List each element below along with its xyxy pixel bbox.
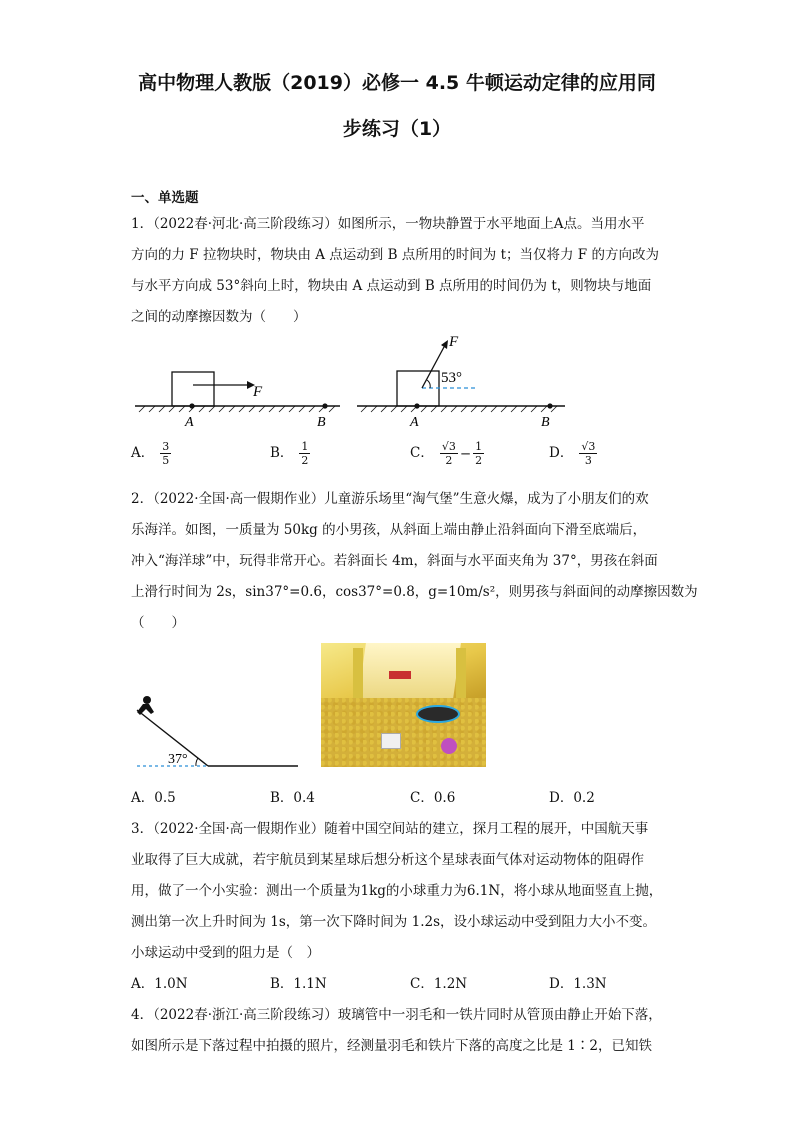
q1-line: 方向的力 F 拉物块时，物块由 A 点运动到 B 点所用的时间为 t；当仅将力 F 的方向改为 (131, 247, 659, 263)
point-b (322, 403, 327, 408)
fraction (299, 440, 310, 467)
denominator: 2 (445, 454, 453, 467)
q3-option-b[interactable]: B．1.1N (270, 976, 327, 992)
q1-option-c[interactable] (410, 440, 484, 467)
force-label: F (449, 334, 459, 350)
denominator: 2 (301, 454, 309, 467)
q1-figure-horizontal-force (135, 360, 345, 430)
option-label: A． (131, 445, 155, 461)
fraction (440, 440, 458, 467)
numerator: 1 (475, 440, 483, 453)
toy (441, 738, 457, 754)
force-label: F (253, 384, 263, 400)
q3-line: 用，做了一个小实验：测出一个质量为1kg的小球重力为6.1N，将小球从地面竖直上抛， (131, 883, 663, 899)
ground-hatch (139, 406, 335, 412)
section-heading: 一、单选题 (131, 190, 199, 206)
label-a: A (410, 415, 419, 430)
q2-option-a[interactable]: A．0.5 (131, 790, 176, 806)
q2-option-c[interactable]: C．0.6 (410, 790, 456, 806)
sign-plate (389, 671, 411, 679)
q2-line: 上滑行时间为 2s，sin37°=0.6，cos37°=0.8，g=10m/s²，则男孩与斜面间的动摩擦因数为 (131, 584, 698, 600)
q1-line: 与水平方向成 53°斜向上时，物块由 A 点运动到 B 点所用的时间仍为 t，则物块与地面 (131, 278, 652, 294)
q2-figure-incline (134, 690, 304, 775)
ground-hatch (361, 406, 557, 412)
label-a: A (185, 415, 194, 430)
q2-line: 乐海洋。如图，一质量为 50kg 的小男孩，从斜面上端由静止沿斜面向下滑至底端后， (131, 522, 647, 538)
q2-option-b[interactable]: B．0.4 (270, 790, 315, 806)
q1-option-b[interactable] (270, 440, 310, 467)
document-title-line2: 步练习（1） (342, 118, 452, 140)
fraction (160, 440, 171, 467)
label-b: B (317, 415, 326, 430)
playground-photo (321, 643, 486, 767)
q2-line: 冲入“海洋球”中，玩得非常开心。若斜面长 4m，斜面与水平面夹角为 37°，男孩在斜面 (131, 553, 658, 569)
q2-line: 2．（2022·全国·高一假期作业）儿童游乐场里“淘气堡”生意火爆，成为了小朋友们的欢 (131, 491, 649, 507)
fraction (579, 440, 597, 467)
trampoline (416, 705, 460, 723)
q3-option-a[interactable]: A．1.0N (131, 976, 188, 992)
q4-line: 4．（2022春·浙江·高三阶段练习）玻璃管中一羽毛和一铁片同时从管顶由静止开始下落， (131, 1007, 662, 1023)
q1-figure-angled-force (357, 330, 572, 430)
numerator: 3 (162, 440, 170, 453)
q3-line: 小球运动中受到的阻力是（ ） (131, 945, 320, 961)
fraction (473, 440, 484, 467)
q3-option-c[interactable]: C．1.2N (410, 976, 468, 992)
toy (381, 733, 401, 749)
option-label: C． (410, 445, 434, 461)
label-b: B (541, 415, 550, 430)
numerator: 1 (301, 440, 309, 453)
q2-line: （ ） (131, 615, 185, 631)
q2-option-d[interactable]: D．0.2 (549, 790, 595, 806)
q3-line: 业取得了巨大成就，若宇航员到某星球后想分析这个星球表面气体对运动物体的阻碍作 (131, 852, 644, 868)
document-title-line1: 高中物理人教版（2019）必修一 4.5 牛顿运动定律的应用同 (138, 72, 656, 94)
angle-label: 37° (168, 752, 188, 767)
point-b (547, 403, 552, 408)
q3-option-d[interactable]: D．1.3N (549, 976, 607, 992)
ball-pool (321, 698, 486, 767)
numerator: √3 (581, 440, 596, 453)
minus-sign: − (459, 445, 472, 462)
denominator: 3 (584, 454, 592, 467)
boy-icon (137, 696, 154, 715)
q4-line: 如图所示是下落过程中拍摄的照片，经测量羽毛和铁片下落的高度之比是 1∶2，已知铁 (131, 1038, 652, 1054)
option-label: D． (549, 445, 574, 461)
q1-option-d[interactable] (549, 440, 597, 467)
point-a (414, 403, 419, 408)
q3-line: 3．（2022·全国·高一假期作业）随着中国空间站的建立，探月工程的展开，中国航天事 (131, 821, 649, 837)
denominator: 5 (162, 454, 170, 467)
q1-line: 之间的动摩擦因数为（ ） (131, 309, 307, 325)
option-label: B． (270, 445, 294, 461)
block (172, 372, 214, 406)
point-a (189, 403, 194, 408)
q1-option-a[interactable] (131, 440, 171, 467)
numerator: √3 (441, 440, 456, 453)
q3-line: 测出第一次上升时间为 1s，第一次下降时间为 1.2s，设小球运动中受到阻力大小不变。 (131, 914, 656, 930)
q1-line: 1．（2022春·河北·高三阶段练习）如图所示，一物块静置于水平地面上A点。当用水平 (131, 216, 645, 232)
angle-label: 53° (441, 370, 462, 386)
denominator: 2 (475, 454, 483, 467)
